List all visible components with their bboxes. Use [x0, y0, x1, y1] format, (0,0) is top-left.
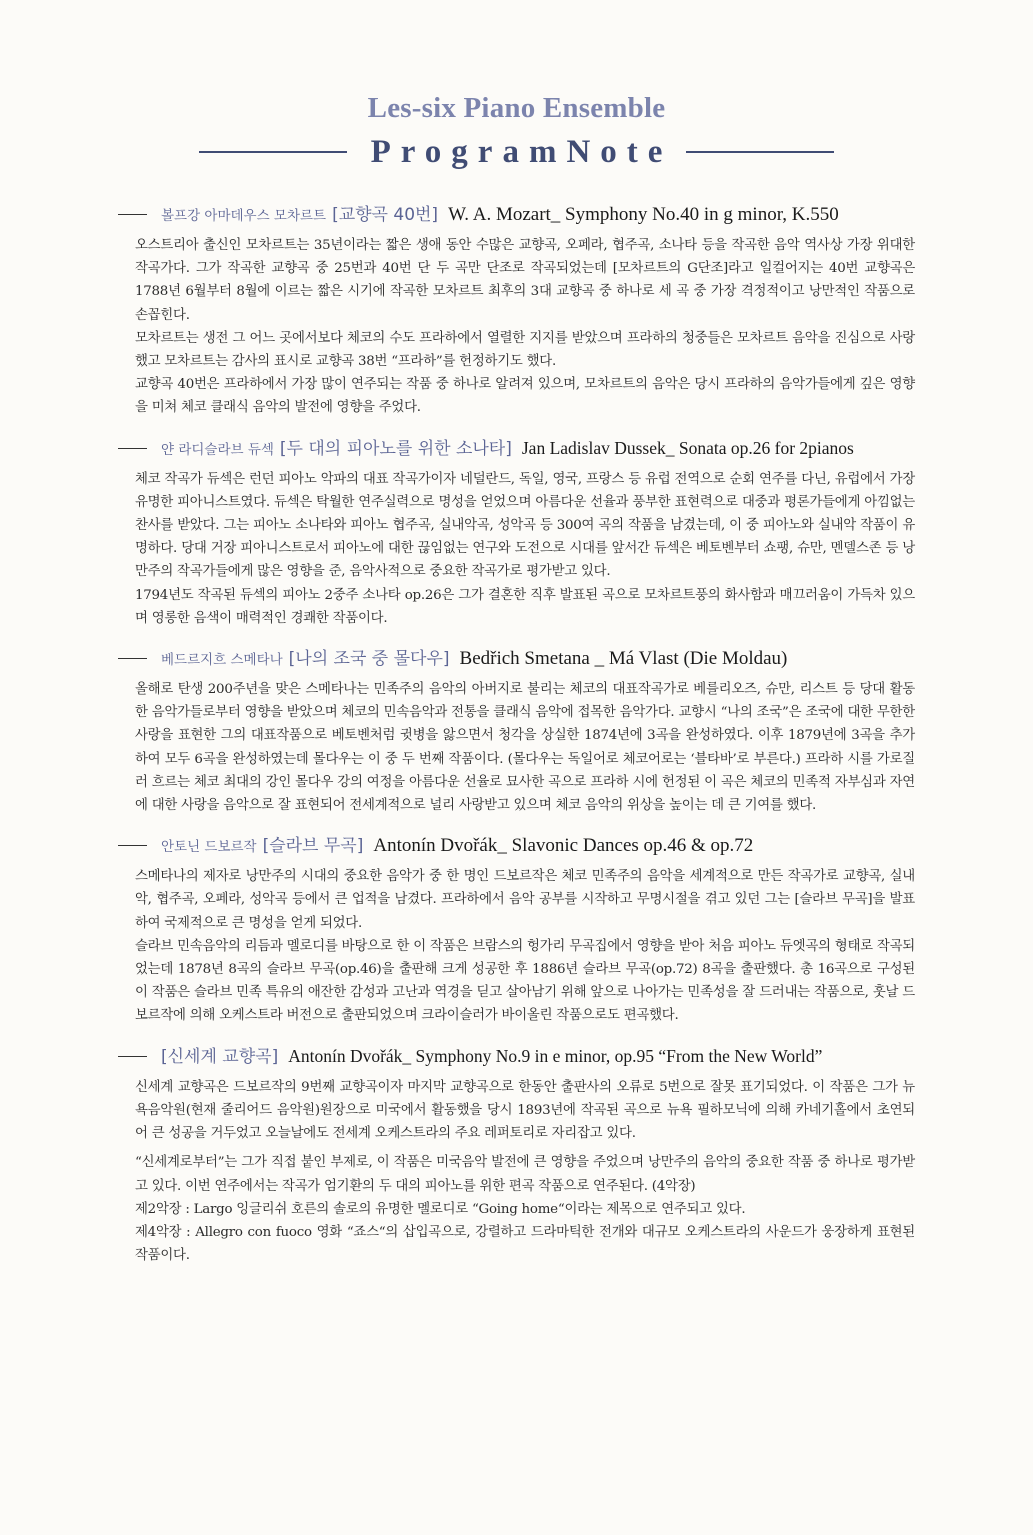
- paragraph: 스메타나의 제자로 낭만주의 시대의 중요한 음악가 중 한 명인 드보르작은 체코 민족주의 음악을 세계적으로 만든 작곡가로 교향곡, 실내악, 협주곡, 오페라, 성악곡 등에서 큰 업적을 남겼다. 프라하에서 음악 공부를 시작하고 무명시절을 겪고 있던 그는 [슬라브 무곡]을 발표하여 국제적으로 큰 명성을 얻게 되었다.: [135, 869, 915, 931]
- title-rule-left: [199, 151, 347, 153]
- composer-korean: 베드르지흐 스메타나: [161, 652, 283, 669]
- movement-note: 제2악장 : Largo 잉글리쉬 호른의 솔로의 유명한 멜로디로 “Going home“이라는 제목으로 연주되고 있다.: [135, 1201, 746, 1217]
- section-smetana: [0, 644, 1033, 817]
- composer-korean: 얀 라디슬라브 듀섹: [161, 441, 274, 458]
- program-note-row: [0, 130, 1033, 174]
- work-korean: [신세계 교향곡]: [161, 1046, 279, 1067]
- work-english: Bedřich Smetana _ Má Vlast (Die Moldau): [459, 648, 788, 670]
- section-dussek: [0, 434, 1033, 630]
- section-dvorak-new-world: [0, 1042, 1033, 1268]
- section-heading: [0, 1042, 1033, 1074]
- section-body: [135, 468, 915, 630]
- paragraph: 1794년도 작곡된 듀섹의 피아노 2중주 소나타 op.26은 그가 결혼한 직후 발표된 곡으로 모차르트풍의 화사함과 매끄러움이 가득차 있으며 영롱한 음색이 매력적인 경쾌한 작품이다.: [135, 587, 915, 626]
- heading-dash: [118, 658, 147, 659]
- work-english: Jan Ladislav Dussek_ Sonata op.26 for 2pianos: [521, 437, 854, 458]
- section-body: [135, 865, 915, 1027]
- movement-note: 제4악장 : Allegro con fuoco 영화 “죠스“의 삽입곡으로, 강렬하고 드라마틱한 전개와 대규모 오케스트라의 사운드가 웅장하게 표현된 작품이다.: [135, 1224, 915, 1264]
- paragraph: 체코 작곡가 듀섹은 런던 피아노 악파의 대표 작곡가이자 네덜란드, 독일, 영국, 프랑스 등 유럽 전역으로 순회 연주를 다닌, 유럽에서 가장 유명한 피아니스트였다. 듀섹은 탁월한 연주실력으로 명성을 얻었으며 아름다운 선율과 풍부한 표현력으로 대중과 평론가들에게 아낌없는 찬사를 받았다. 그는 피아노 소나타와 피아노 협주곡, 실내악곡, 성악곡 등 300여 곡의 작품을 남겼는데, 이 중 피아노와 실내악 작품이 유명하다. 당대 거장 피아니스트로서 피아노에 대한 끊임없는 연구와 도전으로 시대를 앞서간 듀섹은 베토벤부터 쇼팽, 슈만, 멘델스존 등 낭만주의 작곡가들에게 많은 영향을 준, 음악사적으로 중요한 작곡가로 평가받고 있다.: [135, 471, 915, 580]
- heading-dash: [118, 1056, 147, 1057]
- page-header: [0, 88, 1033, 174]
- work-korean: [두 대의 피아노를 위한 소나타]: [279, 438, 512, 459]
- section-heading: [0, 200, 1033, 232]
- section-dvorak-slavonic: [0, 831, 1033, 1027]
- work-korean: [슬라브 무곡]: [262, 836, 364, 857]
- paragraph: “신세계로부터”는 그가 직접 붙인 부제로, 이 작품은 미국음악 발전에 큰 영향을 주었으며 낭만주의 음악의 중요한 작품 중 하나로 평가받고 있다. 이번 연주에서는 작곡가 엄기환의 두 대의 피아노를 위한 편곡 작품으로 연주된다. (4악장): [135, 1155, 915, 1194]
- title-rule-right: [686, 151, 834, 153]
- paragraph: 오스트리아 출신인 모차르트는 35년이라는 짧은 생애 동안 수많은 교향곡, 오페라, 협주곡, 소나타 등을 작곡한 음악 역사상 가장 위대한 작곡가다. 그가 작곡한 교향곡 중 25번과 40번 단 두 곡만 단조로 작곡되었는데 [모차르트의 G단조]라고 일컬어지는 40번 교향곡은 1788년 6월부터 8월에 이르는 짧은 시기에 작곡한 모차르트 최후의 3대 교향곡 중 하나로 세 곡 중 가장 격정적이고 낭만적인 작품으로 손꼽힌다.: [135, 238, 915, 323]
- section-body: [135, 678, 915, 817]
- work-english: Antonín Dvořák_ Symphony No.9 in e minor, op.95 “From the New World”: [288, 1045, 823, 1066]
- heading-dash: [118, 214, 147, 215]
- paragraph: 교향곡 40번은 프라하에서 가장 많이 연주되는 작품 중 하나로 알려져 있으며, 모차르트의 음악은 당시 프라하의 음악가들에게 깊은 영향을 미쳐 체코 클래식 음악의 발전에 영향을 주었다.: [135, 377, 915, 416]
- work-english: Antonín Dvořák_ Slavonic Dances op.46 & op.72: [373, 835, 754, 857]
- section-heading: [0, 831, 1033, 863]
- heading-dash: [118, 845, 147, 846]
- program-note-title: ProgramNote: [370, 134, 673, 170]
- section-body: [135, 234, 915, 420]
- heading-dash: [118, 448, 147, 449]
- section-body: [135, 1076, 915, 1268]
- work-korean: [교향곡 40번]: [332, 205, 439, 225]
- composer-korean: 볼프강 아마데우스 모차르트: [161, 208, 327, 224]
- paragraph: 모차르트는 생전 그 어느 곳에서보다 체코의 수도 프라하에서 열렬한 지지를 받았으며 프라하의 청중들은 모차르트 음악을 진심으로 사랑했고 모차르트는 감사의 표시로 교향곡 38번 “프라하”를 헌정하기도 했다.: [135, 330, 915, 370]
- section-heading: [0, 644, 1033, 676]
- ensemble-title: Les-six Piano Ensemble: [367, 92, 666, 124]
- paragraph: 신세계 교향곡은 드보르작의 9번째 교향곡이자 마지막 교향곡으로 한동안 출판사의 오류로 5번으로 잘못 표기되었다. 이 작품은 그가 뉴욕음악원(현재 줄리어드 음악원)원장으로 미국에서 활동했을 당시 1893년에 작곡된 곡으로 뉴욕 필하모닉에 의해 카네기홀에서 초연되어 큰 성공을 거두었고 오늘날에도 전세계 오케스트라의 주요 레퍼토리로 자리잡고 있다.: [135, 1079, 915, 1142]
- paragraph: 올해로 탄생 200주년을 맞은 스메타나는 민족주의 음악의 아버지로 불리는 체코의 대표작곡가로 베를리오즈, 슈만, 리스트 등 당대 활동한 음악가들로부터 영향을 받았으며 체코의 민속음악과 전통을 클래식 음악에 접목한 음악가다. 교향시 “나의 조국”은 조국에 대한 무한한 사랑을 표현한 그의 대표작품으로 베토벤처럼 귓병을 앓으면서 청각을 상실한 1874년에 3곡을 완성하였다. 이후 1879년에 3곡을 추가하여 모두 6곡을 완성하였는데 몰다우는 이 중 두 번째 작품이다. (몰다우는 독일어로 체코어로는 ‘블타바’로 부른다.) 프라하 시를 가로질러 흐르는 체코 최대의 강인 몰다우 강의 여정을 아름다운 선율로 묘사한 곡으로 프라하 시에 헌정된 이 곡은 체코의 민족적 자부심과 자연에 대한 사랑을 음악으로 잘 표현되어 전세계적으로 널리 사랑받고 있으며 체코 음악의 위상을 높이는 데 큰 기여를 했다.: [135, 682, 915, 814]
- section-heading: [0, 434, 1033, 466]
- work-korean: [나의 조국 중 몰다우]: [288, 649, 450, 670]
- section-mozart: [0, 200, 1033, 420]
- program-notes: [0, 200, 1033, 1281]
- composer-korean: 안토닌 드보르작: [161, 839, 257, 856]
- work-english: W. A. Mozart_ Symphony No.40 in g minor, K.550: [448, 204, 839, 225]
- paragraph: 슬라브 민속음악의 리듬과 멜로디를 바탕으로 한 이 작품은 브람스의 헝가리 무곡집에서 영향을 받아 처음 피아노 듀엣곡의 형태로 작곡되었는데 1878년 8곡의 슬라브 무곡(op.46)을 출판해 크게 성공한 후 1886년 슬라브 무곡(op.72) 8곡을 출판했다. 총 16곡으로 구성된 이 작품은 슬라브 민족 특유의 애잔한 감성과 고난과 역경을 딛고 살아남기 위해 앞으로 나아가는 민족성을 잘 드러내는 작품으로, 훗날 드보르작에 의해 오케스트라 버전으로 출판되었으며 크라이슬러가 바이올린 작품으로도 편곡했다.: [135, 938, 915, 1024]
